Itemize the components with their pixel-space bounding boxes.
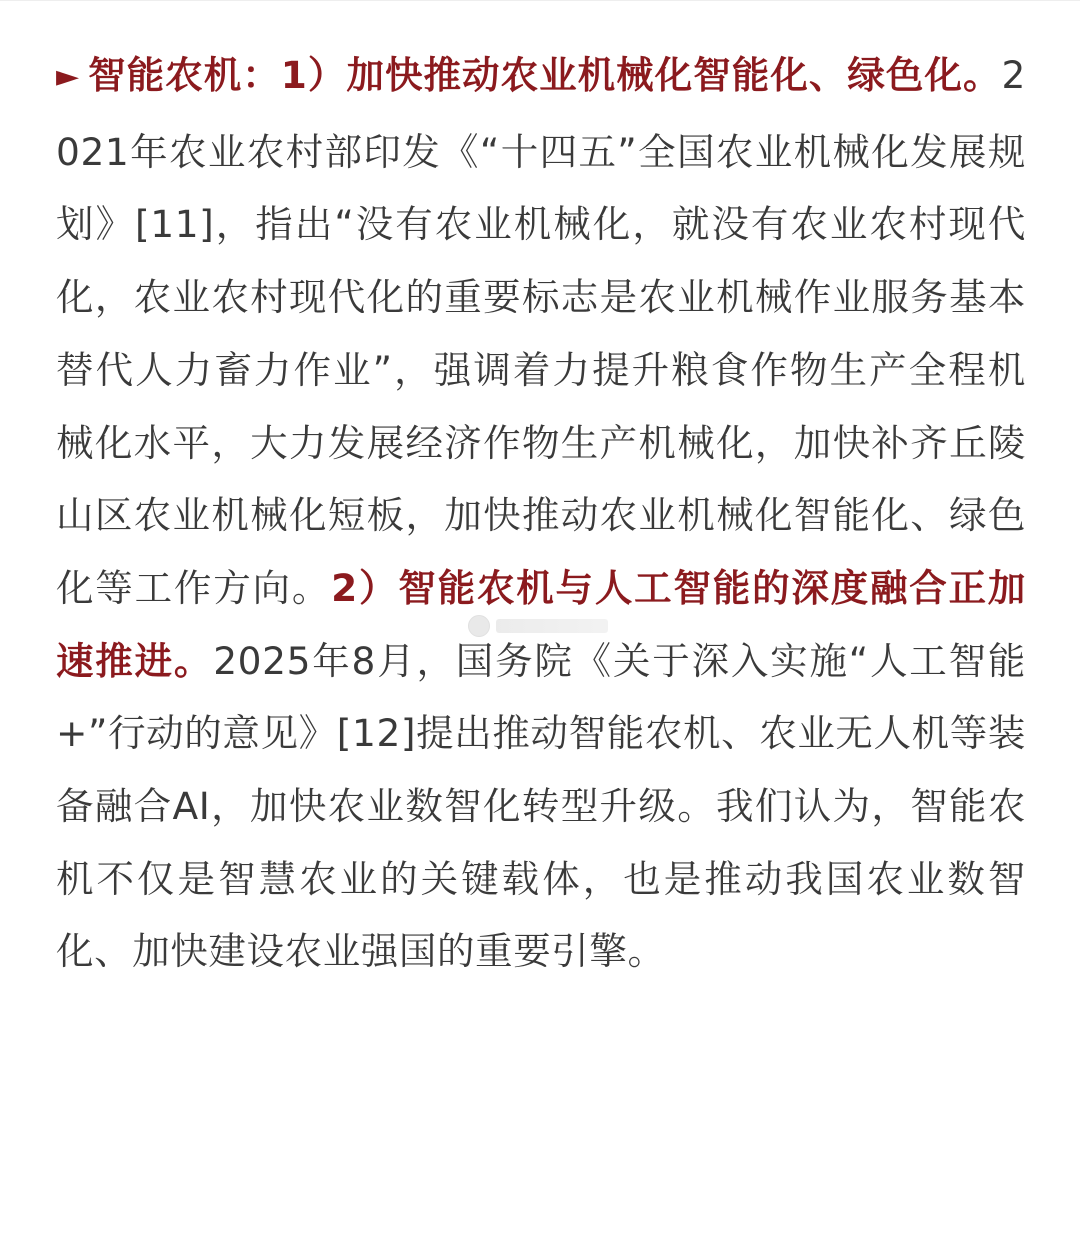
right-triangle-icon: ► [56, 59, 80, 94]
watermark-logo-icon [468, 615, 490, 637]
heading-ai-integration: 2）智能农机与人工智能的深度融合正加速推进。 [56, 565, 1026, 683]
body-text-ai-plus-opinion: 2025年8月，国务院《关于深入实施“人工智能+”行动的意见》[12]提出推动智能农机、农业无人机等装备融合AI，加快农业数智化转型升级。我们认为，智能农机不仅是智慧农业的关键载体，也是推动我国农业数智化、加快建设农业强国的重要引擎。 [56, 638, 1026, 974]
watermark-text-blur [496, 619, 608, 633]
watermark [468, 613, 616, 639]
heading-intelligent-agri-machinery: 智能农机：1）加快推动农业机械化智能化、绿色化。 [87, 53, 1002, 97]
article-paragraph [56, 39, 1026, 988]
body-text-mechanization-plan: 2021年农业农村部印发《“十四五”全国农业机械化发展规划》[11]，指出“没有农业机械化，就没有农业农村现代化，农业农村现代化的重要标志是农业机械作业服务基本替代人力畜力作业”，强调着力提升粮食作物生产全程机械化水平，大力发展经济作物生产机械化，加快补齐丘陵山区农业机械化短板，加快推动农业机械化智能化、绿色化等工作方向。 [56, 53, 1026, 610]
